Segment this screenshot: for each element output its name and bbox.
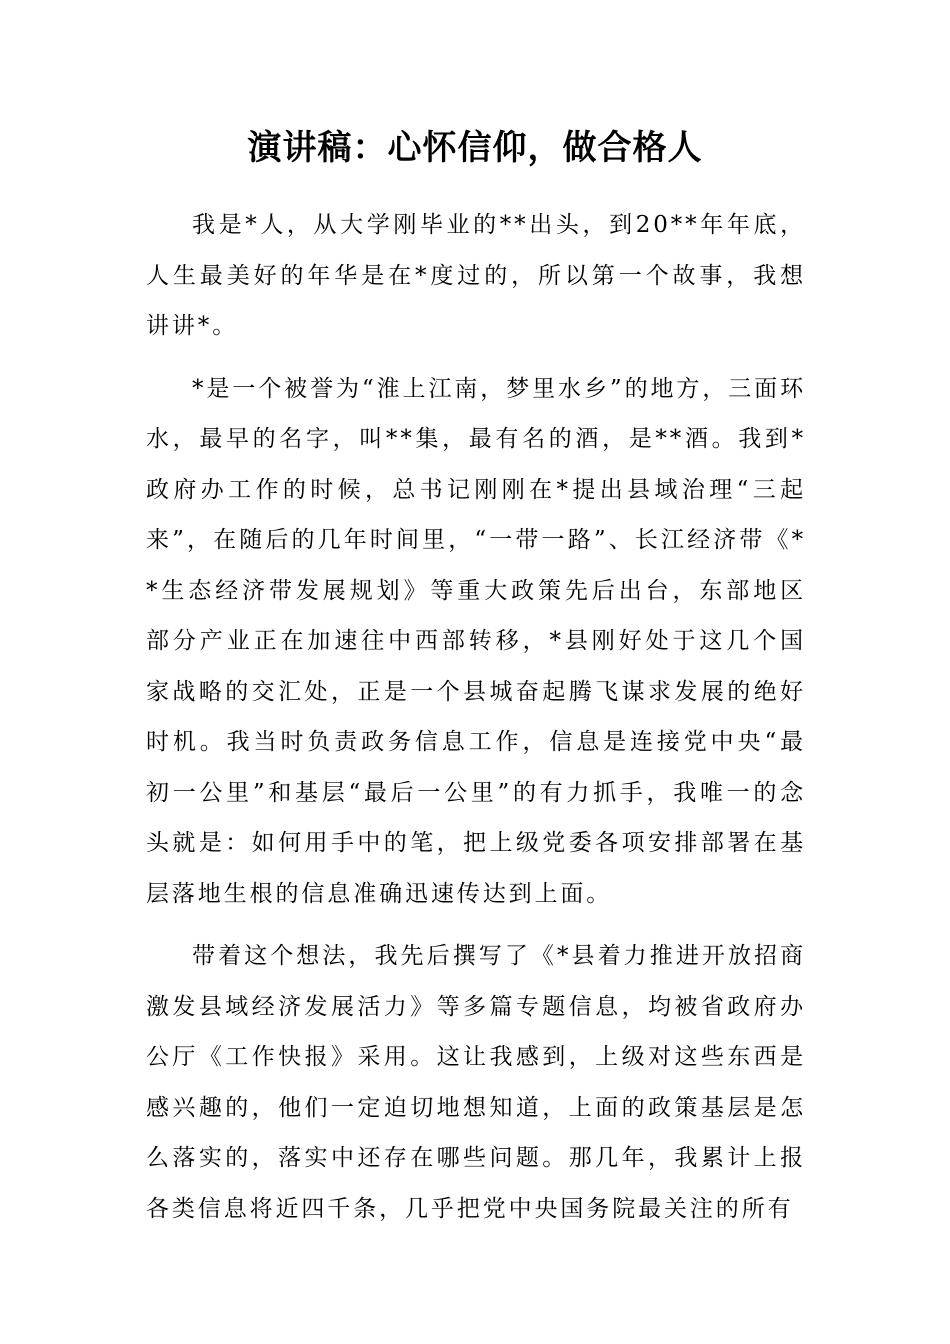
document-body: [146, 200, 806, 1246]
paragraph-1: 我是*人，从大学刚毕业的**出头，到20**年年底，人生最美好的年华是在*度过的，所以第一个故事，我想讲讲*。: [146, 212, 806, 339]
paragraph-2: *是一个被誉为“淮上江南，梦里水乡”的地方，三面环水，最早的名字，叫**集，最有名的酒，是**酒。我到*政府办工作的时候，总书记刚刚在*提出县域治理“三起来”，在随后的几年时间里，“一带一路”、长江经济带《**生态经济带发展规划》等重大政策先后出台，东部地区部分产业正在加速往中西部转移，*县刚好处于这几个国家战略的交汇处，正是一个县城奋起腾飞谋求发展的绝好时机。我当时负责政务信息工作，信息是连接党中央“最初一公里”和基层“最后一公里”的有力抓手，我唯一的念头就是：如何用手中的笔，把上级党委各项安排部署在基层落地生根的信息准确迅速传达到上面。: [146, 375, 806, 907]
document-title: 演讲稿：心怀信仰，做合格人: [247, 128, 703, 168]
paragraph-3: 带着这个想法，我先后撰写了《*县着力推进开放招商激发县域经济发展活力》等多篇专题信息，均被省政府办公厅《工作快报》采用。这让我感到，上级对这些东西是感兴趣的，他们一定迫切地想知道，上面的政策基层是怎么落实的，落实中还存在哪些问题。那几年，我累计上报各类信息将近四千条，几乎把党中央国务院最关注的所有: [146, 943, 806, 1222]
